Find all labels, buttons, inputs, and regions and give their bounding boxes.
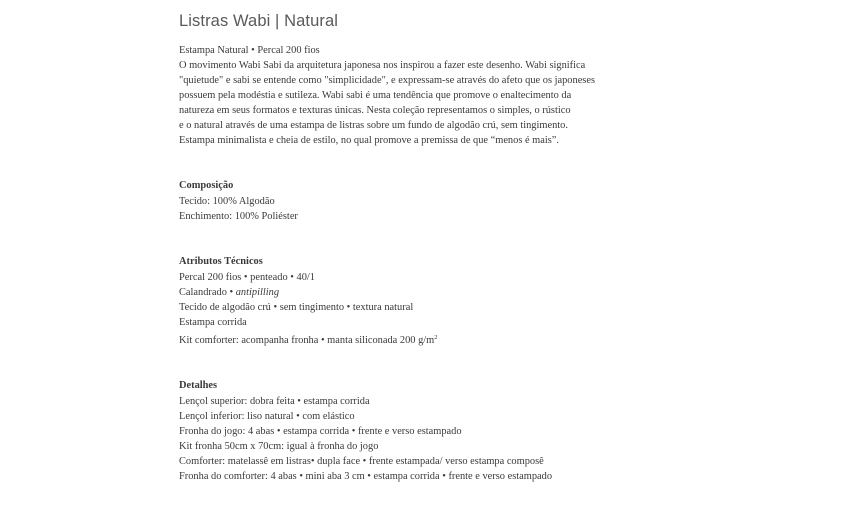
attribute-line: Tecido de algodão crú • sem tingimento • textura natural — [179, 302, 414, 313]
attribute-italic-text: antipilling — [235, 287, 280, 298]
product-description — [179, 58, 649, 148]
details-line: Comforter: matelassê em listras• dupla face • frente estampada/ verso estampa composê — [179, 456, 544, 467]
attribute-line: Estampa corrida — [179, 317, 247, 328]
product-subtitle: Estampa Natural • Percal 200 fios — [179, 45, 320, 56]
attribute-line — [179, 330, 649, 348]
product-spec-document — [179, 12, 649, 514]
composition-line: Tecido: 100% Algodão — [179, 196, 275, 207]
description-line: Estampa minimalista e cheia de estilo, no qual promove a premissa de que “menos é mais”. — [179, 135, 560, 146]
description-line: e o natural através de uma estampa de listras sobre um fundo de algodão crú, sem tingimento. — [179, 120, 568, 131]
composition-line: Enchimento: 100% Poliéster — [179, 211, 298, 222]
attribute-line — [179, 285, 649, 300]
page-title: Listras Wabi | Natural — [179, 12, 339, 30]
composition-heading: Composição — [179, 180, 234, 191]
technical-attributes-section — [179, 254, 649, 348]
details-line: Kit fronha 50cm x 70cm: igual à fronha do jogo — [179, 441, 379, 452]
details-line: Lençol superior: dobra feita • estampa corrida — [179, 396, 370, 407]
details-line: Lençol inferior: liso natural • com elástico — [179, 411, 355, 422]
details-section — [179, 378, 649, 484]
details-line: Fronha do comforter: 4 abas • mini aba 3 cm • estampa corrida • frente e verso estampado — [179, 471, 553, 482]
details-heading: Detalhes — [179, 380, 218, 391]
superscript: 2 — [434, 334, 438, 341]
attribute-text: Kit comforter: acompanha fronha • manta siliconada 200 g/m — [179, 335, 435, 346]
attribute-text: Calandrado • — [179, 287, 236, 298]
description-line: possuem pela modéstia e sutileza. Wabi sabi é uma tendência que promove o enaltecimento da — [179, 90, 572, 101]
description-line: "quietude" e sabi se entende como "simplicidade", e expressam-se através do afeto que os japoneses — [179, 75, 596, 86]
description-line: natureza em seus formatos e texturas únicas. Nesta coleção representamos o simples, o rústico — [179, 105, 571, 116]
attribute-line: Percal 200 fios • penteado • 40/1 — [179, 272, 315, 283]
composition-section — [179, 178, 649, 224]
description-line: O movimento Wabi Sabi da arquitetura japonesa nos inspirou a fazer este desenho. Wabi significa — [179, 60, 586, 71]
details-line: Fronha do jogo: 4 abas • estampa corrida • frente e verso estampado — [179, 426, 462, 437]
technical-attributes-heading: Atributos Técnicos — [179, 256, 263, 267]
